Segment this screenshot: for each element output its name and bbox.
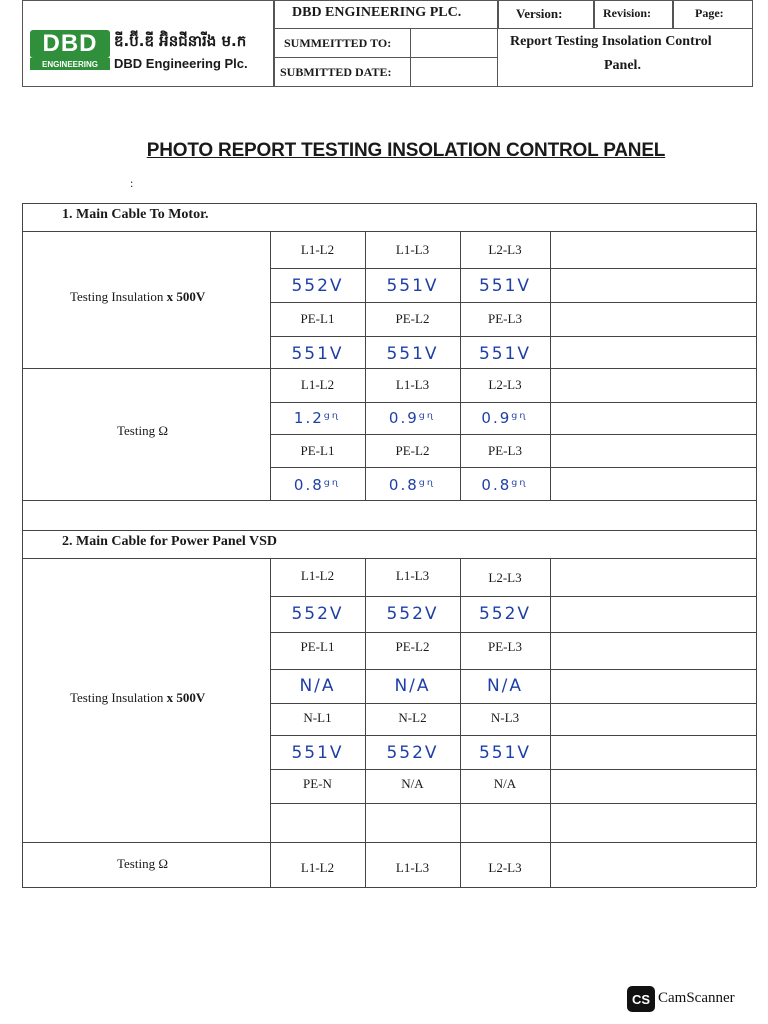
insulation-label-text: Testing Insulation [70, 690, 164, 705]
header-cell: PE-L2 [395, 442, 430, 458]
header-cell: PE-L2 [395, 311, 430, 326]
page-title: PHOTO REPORT TESTING INSOLATION CONTROL PANEL [146, 140, 666, 161]
insulation-label-text: Testing Insulation [70, 289, 164, 304]
section2-heading: 2. Main Cable for Power Panel VSD [62, 534, 278, 549]
table-line [270, 268, 756, 269]
measured-value: 552V [478, 604, 532, 624]
header-cell: PE-N [303, 776, 332, 791]
submitted-to-value [410, 28, 498, 58]
measured-value: 0.9ᵍᶯ [388, 409, 437, 427]
measured-value: 0.8ᵍᶯ [293, 476, 342, 494]
insulation-label-suffix: x 500V [166, 690, 206, 705]
logo-company-name: DBD Engineering Plc. [114, 56, 248, 71]
header-cell: L2-L3 [488, 860, 522, 875]
table-line [22, 530, 756, 531]
measured-value: 552V [291, 604, 344, 624]
section2-insulation-label [70, 690, 205, 706]
header-cell: PE-L3 [488, 442, 522, 458]
header-cell: L1-L3 [395, 241, 430, 257]
header-cell: PE-L2 [395, 639, 430, 654]
header-cell: L1-L2 [300, 241, 335, 257]
measured-value: 551V [386, 344, 439, 364]
table-line [270, 803, 756, 804]
measured-value: 552V [386, 604, 439, 624]
camscanner-logo-icon: CS [627, 986, 655, 1012]
header-cell: N-L3 [490, 710, 520, 725]
header-cell: L1-L3 [395, 377, 430, 392]
section1-heading: 1. Main Cable To Motor. [62, 207, 209, 222]
measured-value: 551V [478, 276, 532, 296]
measured-value: 551V [386, 276, 439, 296]
table-line [22, 842, 756, 843]
measured-value: 551V [478, 743, 532, 763]
report-title-line2: Panel. [604, 58, 641, 73]
measured-value: N/A [394, 676, 431, 696]
submitted-date-label: SUBMITTED DATE: [280, 65, 392, 79]
company-name: DBD ENGINEERING PLC. [292, 5, 462, 20]
camscanner-watermark: CamScanner [658, 990, 735, 1006]
header-cell: PE-L3 [488, 639, 522, 654]
measured-value: 552V [386, 743, 439, 763]
header-cell: L1-L2 [300, 568, 335, 583]
measured-value: 0.8ᵍᶯ [481, 476, 529, 494]
table-line [550, 558, 551, 887]
header-cell: L2-L3 [488, 377, 522, 392]
measured-value: 552V [291, 276, 344, 296]
header-cell: N-L2 [398, 710, 427, 725]
company-logo [22, 24, 272, 86]
version-label: Version: [516, 6, 563, 21]
header-cell: L2-L3 [488, 241, 522, 257]
measured-value: N/A [486, 676, 524, 696]
table-border-right [756, 203, 757, 887]
measured-value: 0.8ᵍᶯ [388, 476, 437, 494]
submitted-date-value [410, 57, 498, 87]
header-cell: L1-L2 [300, 377, 335, 392]
header-cell: PE-L3 [488, 311, 522, 326]
section2-ohm-label: Testing Ω [117, 856, 168, 871]
measured-value: 551V [291, 743, 344, 763]
logo-khmer-name: ឌី.ប៊ី.ឌី អ៊ិនជីនារីង ម.ក [114, 32, 247, 50]
measured-value: 0.9ᵍᶯ [481, 409, 529, 427]
section1-insulation-label [70, 289, 205, 305]
submitted-to-label: SUMMEITTED TO: [284, 36, 392, 50]
table-line [550, 231, 551, 500]
header-cell: N/A [493, 776, 517, 791]
measured-value: 1.2ᵍᶯ [293, 409, 342, 427]
header-cell: L1-L2 [300, 860, 335, 875]
header-cell: N-L1 [303, 710, 332, 725]
table-line [270, 467, 756, 468]
logo-sub: ENGINEERING [30, 58, 110, 70]
stray-mark: : [130, 176, 134, 190]
logo-mark: DBD [30, 30, 110, 58]
report-title-line1: Report Testing Insolation Control [510, 34, 712, 49]
table-line [22, 203, 756, 204]
header-cell: N/A [401, 776, 424, 791]
table-line [270, 336, 756, 337]
header-cell: PE-L1 [300, 639, 335, 654]
measured-value: 551V [478, 344, 532, 364]
table-line [22, 887, 756, 888]
measured-value: N/A [299, 676, 336, 696]
insulation-label-suffix: x 500V [166, 289, 206, 304]
header-cell: PE-L1 [300, 442, 335, 458]
table-line [270, 735, 756, 736]
header-cell: L2-L3 [488, 570, 522, 585]
header-cell: PE-L1 [300, 311, 335, 326]
table-border-left [22, 203, 23, 887]
measured-value: 551V [291, 344, 344, 364]
header-cell: L1-L3 [395, 568, 430, 583]
page-label: Page: [695, 6, 724, 20]
revision-label: Revision: [603, 6, 651, 20]
section1-ohm-label: Testing Ω [117, 423, 168, 438]
header-cell: L1-L3 [395, 860, 430, 875]
